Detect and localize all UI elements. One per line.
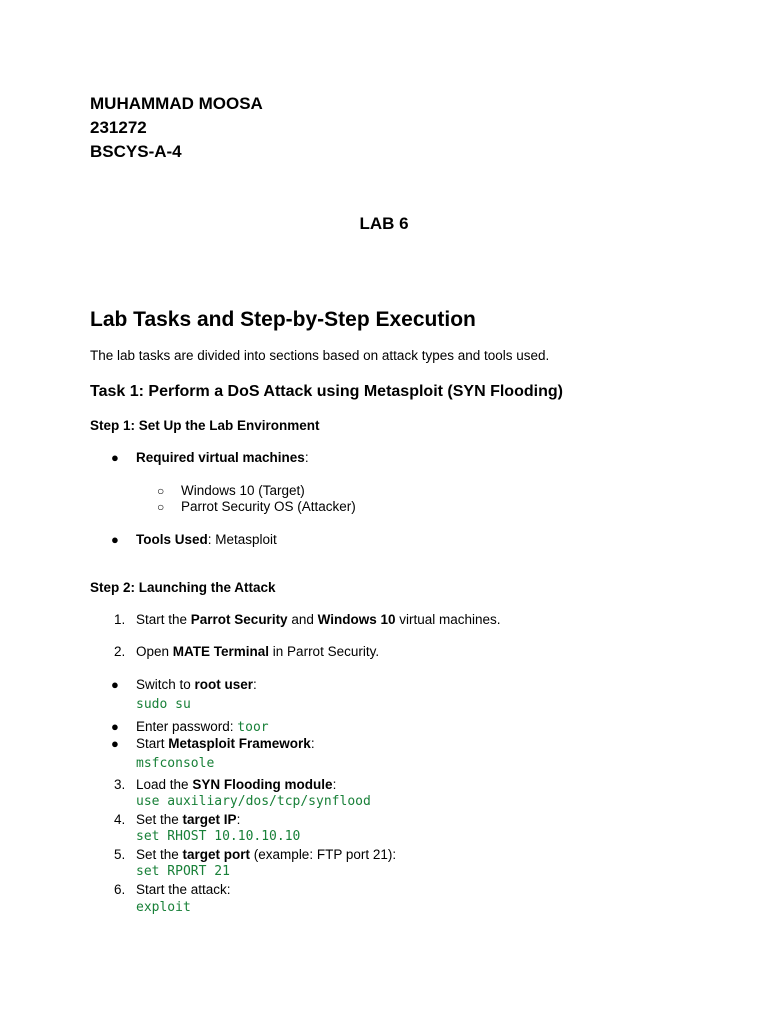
intro-paragraph: The lab tasks are divided into sections based on attack types and tools used. <box>90 348 550 363</box>
step2-heading: Step 2: Launching the Attack <box>90 580 276 595</box>
student-section: BSCYS-A-4 <box>90 142 182 161</box>
bullet-marker: ● <box>111 719 119 734</box>
list-number: 1. <box>114 612 126 627</box>
list-number: 4. <box>114 812 126 827</box>
list-number: 5. <box>114 847 126 862</box>
step2-item-3: Load the SYN Flooding module: <box>136 777 337 792</box>
bullet-marker: ● <box>111 532 119 547</box>
code-msfconsole: msfconsole <box>136 756 215 771</box>
step2-item-6: Start the attack: <box>136 882 231 897</box>
code-exploit: exploit <box>136 900 191 915</box>
lab-title: LAB 6 <box>359 214 409 233</box>
bullet-marker: ● <box>111 450 119 465</box>
code-rport: set RPORT 21 <box>136 864 230 879</box>
student-name: MUHAMMAD MOOSA <box>90 94 263 113</box>
bullet-marker: ● <box>111 736 119 751</box>
code-synflood: use auxiliary/dos/tcp/synflood <box>136 794 371 809</box>
vm-list-label: Required virtual machines: <box>136 450 309 465</box>
start-msf-text: Start Metasploit Framework: <box>136 736 315 751</box>
sub-bullet-marker: ○ <box>157 484 165 498</box>
vm-item: Parrot Security OS (Attacker) <box>181 499 356 514</box>
step2-item-1: Start the Parrot Security and Windows 10 virtual machines. <box>136 612 501 627</box>
code-rhost: set RHOST 10.10.10.10 <box>136 829 301 844</box>
list-number: 6. <box>114 882 126 897</box>
switch-root-text: Switch to root user: <box>136 677 257 692</box>
list-number: 3. <box>114 777 126 792</box>
code-password: toor <box>237 720 269 735</box>
step2-item-2: Open MATE Terminal in Parrot Security. <box>136 644 380 659</box>
student-id: 231272 <box>90 118 147 137</box>
code-sudo: sudo su <box>136 697 191 712</box>
step2-item-4: Set the target IP: <box>136 812 241 827</box>
tools-used: Tools Used: Metasploit <box>136 532 277 547</box>
list-number: 2. <box>114 644 126 659</box>
vm-item: Windows 10 (Target) <box>181 483 305 498</box>
bullet-marker: ● <box>111 677 119 692</box>
step1-heading: Step 1: Set Up the Lab Environment <box>90 418 320 433</box>
main-heading: Lab Tasks and Step-by-Step Execution <box>90 308 476 331</box>
password-text: Enter password: toor <box>136 719 269 735</box>
sub-bullet-marker: ○ <box>157 500 165 514</box>
step2-item-5: Set the target port (example: FTP port 21): <box>136 847 397 862</box>
task1-heading: Task 1: Perform a DoS Attack using Metasploit (SYN Flooding) <box>90 383 563 400</box>
